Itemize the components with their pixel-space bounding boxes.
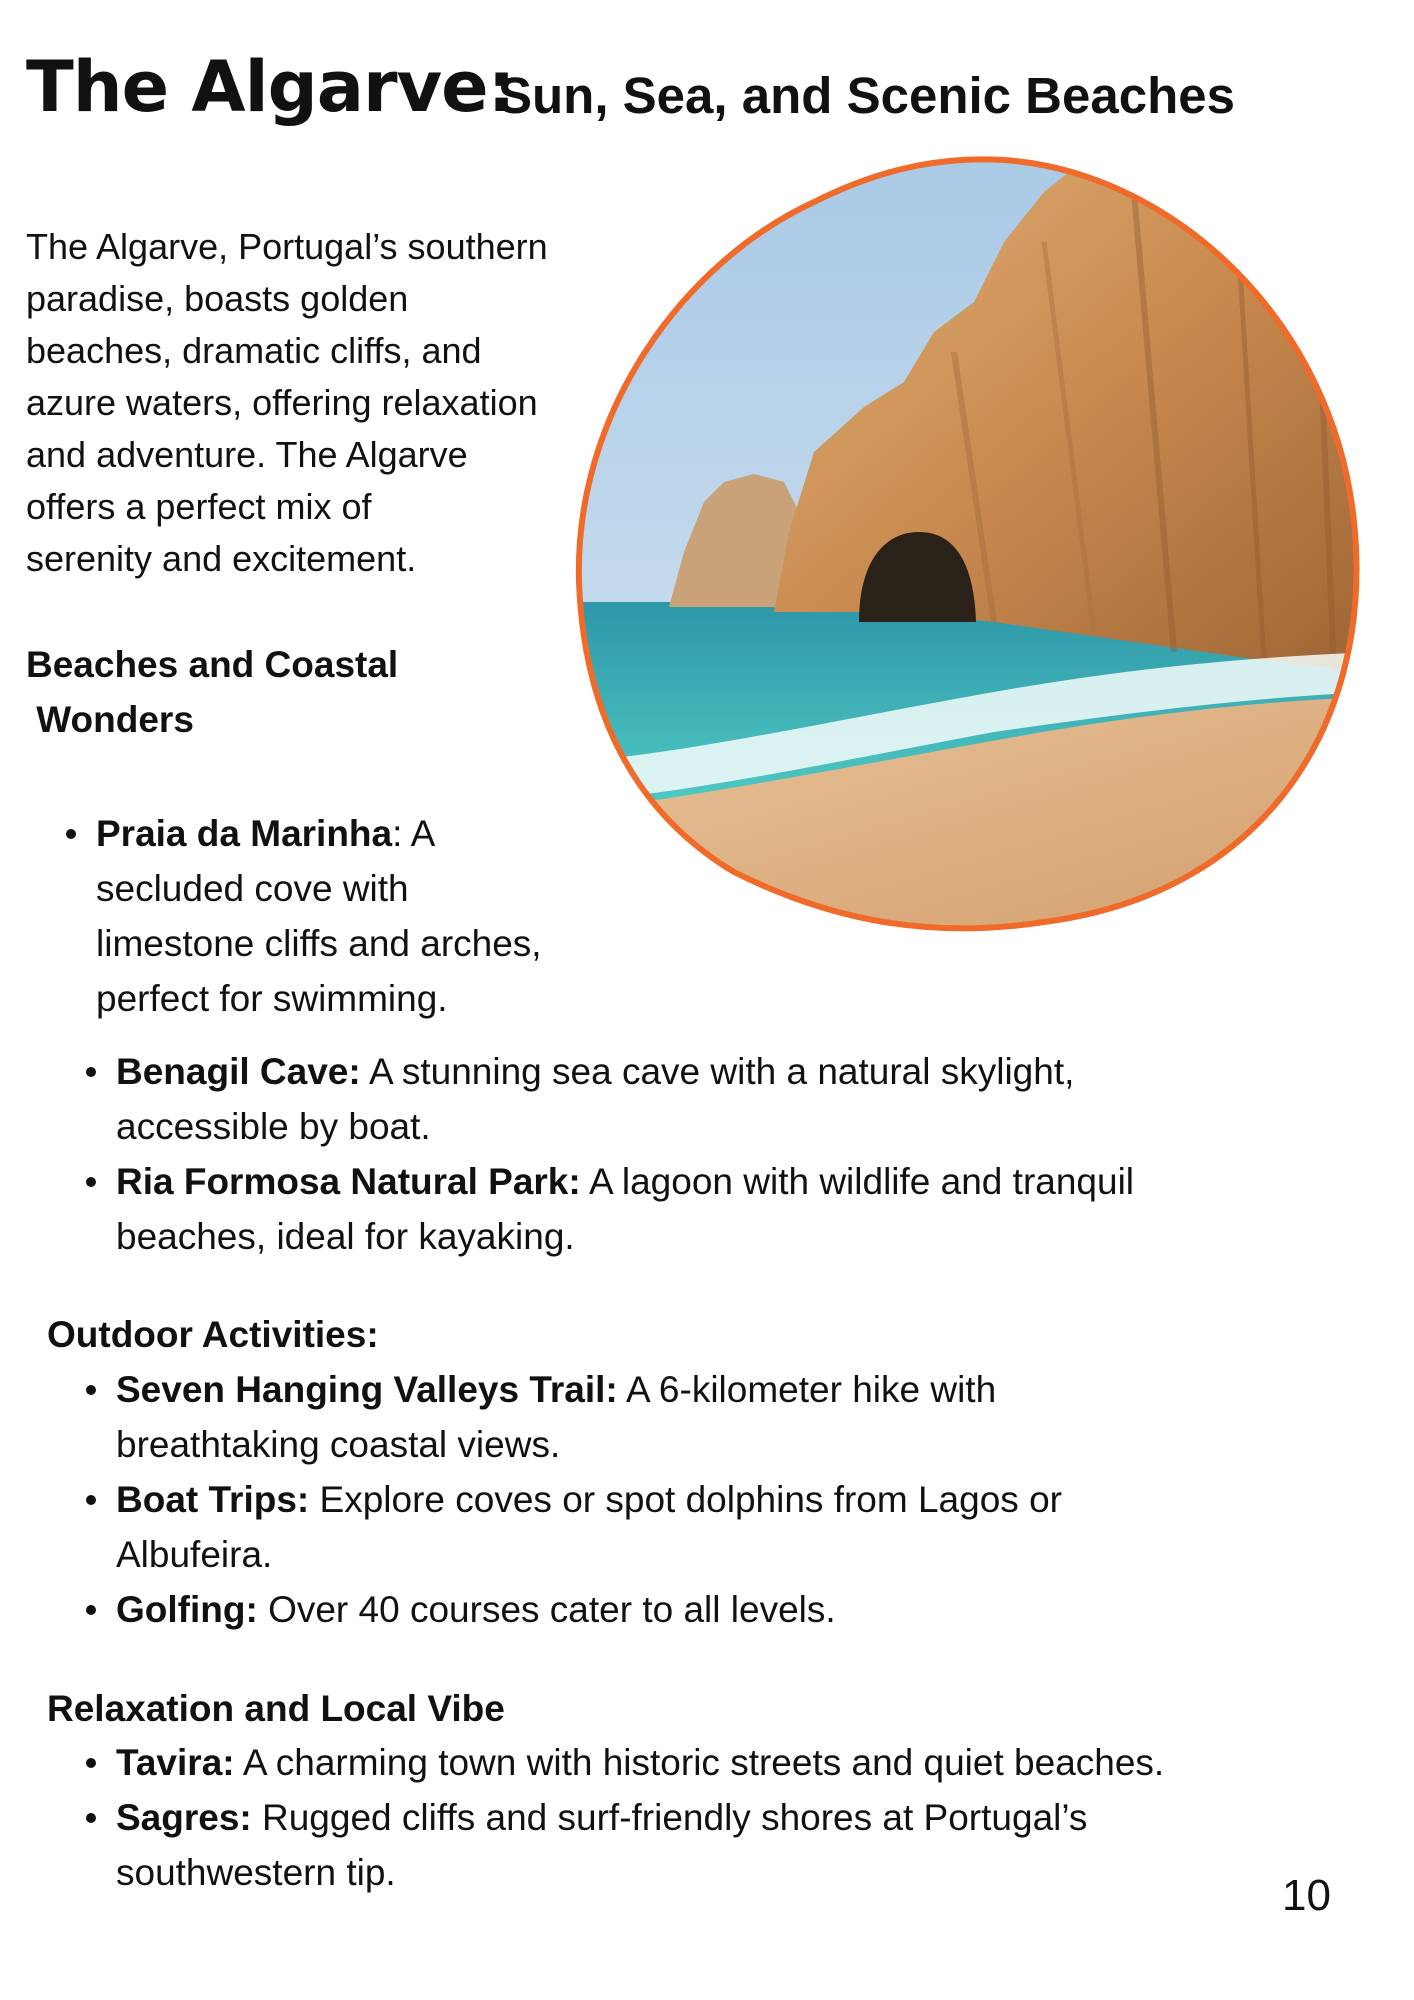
list-item [116, 1472, 1062, 1582]
list-item [116, 1362, 1062, 1472]
section-heading-line: Wonders [26, 699, 194, 740]
list-item [116, 1154, 1134, 1264]
intro-line: and adventure. The Algarve [26, 434, 468, 475]
item-text: beaches, ideal for kayaking. [116, 1216, 575, 1257]
intro-line: offers a perfect mix of [26, 486, 372, 527]
beach-cliff-photo [574, 152, 1374, 934]
page-subtitle: Sun, Sea, and Scenic Beaches [498, 67, 1235, 124]
intro-line: The Algarve, Portugal’s southern [26, 226, 548, 267]
item-text: A lagoon with wildlife and tranquil [580, 1161, 1135, 1202]
list-item [116, 1735, 1164, 1790]
intro-paragraph [26, 221, 626, 585]
beaches-list-1 [96, 806, 542, 1026]
intro-line: serenity and excitement. [26, 538, 417, 579]
item-text: : A [392, 813, 436, 854]
item-name: Sagres: [116, 1797, 252, 1838]
item-name: Tavira: [116, 1742, 235, 1783]
item-text: breathtaking coastal views. [116, 1424, 561, 1465]
item-name: Benagil Cave: [116, 1051, 361, 1092]
item-text: Rugged cliffs and surf-friendly shores at Portugal’s [251, 1797, 1088, 1838]
item-text: A 6-kilometer hike with [617, 1369, 997, 1410]
item-text: accessible by boat. [116, 1106, 431, 1147]
page-title: The Algarve: [26, 46, 515, 128]
outdoor-list [116, 1362, 1062, 1637]
item-name: Golfing: [116, 1589, 258, 1630]
list-item [116, 1044, 1134, 1154]
section-heading-beaches [26, 637, 398, 747]
section-heading-outdoor: Outdoor Activities: [47, 1314, 379, 1355]
item-text: secluded cove with [96, 868, 409, 909]
section-heading-line: Beaches and Coastal [26, 644, 399, 685]
beach-photo-svg [574, 152, 1374, 934]
item-name: Praia da Marinha [96, 813, 393, 854]
list-item [116, 1790, 1164, 1900]
item-text: Explore coves or spot dolphins from Lagos or [309, 1479, 1062, 1520]
list-item [116, 1582, 1062, 1637]
page-number: 10 [1282, 1871, 1331, 1920]
item-text: limestone cliffs and arches, [96, 923, 542, 964]
section-heading-relaxation: Relaxation and Local Vibe [47, 1688, 505, 1729]
beaches-list-2 [116, 1044, 1134, 1264]
item-text: A charming town with historic streets and quiet beaches. [234, 1742, 1165, 1783]
intro-line: beaches, dramatic cliffs, and [26, 330, 482, 371]
item-name: Seven Hanging Valleys Trail: [116, 1369, 618, 1410]
intro-line: paradise, boasts golden [26, 278, 409, 319]
item-text: perfect for swimming. [96, 978, 448, 1019]
intro-line: azure waters, offering relaxation [26, 382, 538, 423]
list-item [96, 806, 542, 1026]
item-name: Ria Formosa Natural Park: [116, 1161, 581, 1202]
item-text: southwestern tip. [116, 1852, 396, 1893]
item-name: Boat Trips: [116, 1479, 310, 1520]
item-text: Over 40 courses cater to all levels. [257, 1589, 836, 1630]
item-text: Albufeira. [116, 1534, 273, 1575]
item-text: A stunning sea cave with a natural skylight, [360, 1051, 1075, 1092]
relaxation-list [116, 1735, 1164, 1900]
